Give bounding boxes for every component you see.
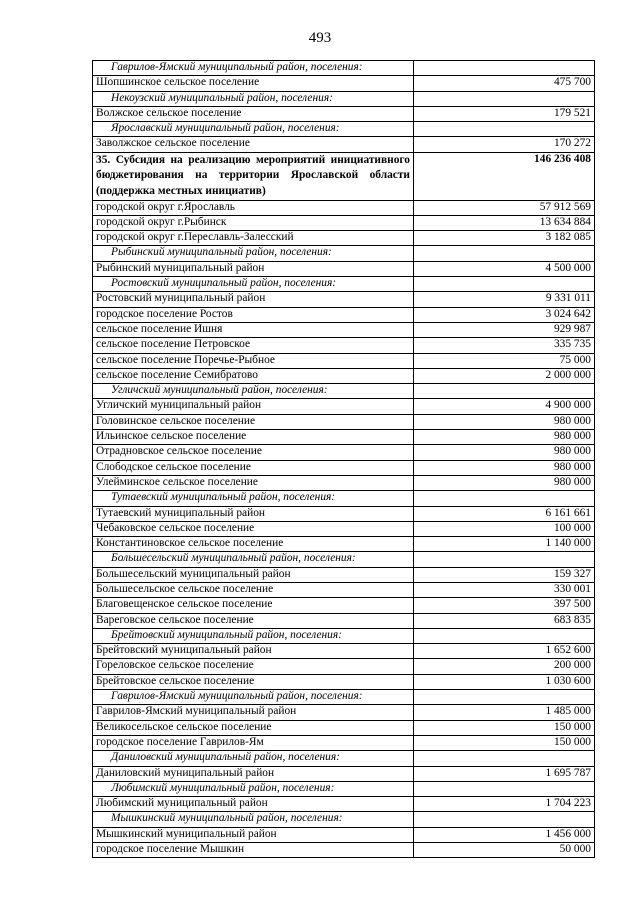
recipient-name: Даниловский муниципальный район xyxy=(93,766,414,781)
group-label: Тутаевский муниципальный район, поселения: xyxy=(93,491,414,506)
recipient-name: городское поселение Мышкин xyxy=(93,843,414,858)
table-row xyxy=(93,338,595,353)
recipient-name: Брейтовский муниципальный район xyxy=(93,644,414,659)
group-label: Ярославский муниципальный район, поселения: xyxy=(93,122,414,137)
amount-cell: 9 331 011 xyxy=(414,292,595,307)
amount-cell: 50 000 xyxy=(414,843,595,858)
amount-cell: 1 030 600 xyxy=(414,674,595,689)
amount-cell: 13 634 884 xyxy=(414,215,595,230)
amount-cell: 159 327 xyxy=(414,567,595,582)
section-total: 146 236 408 xyxy=(414,152,595,200)
amount-cell: 2 000 000 xyxy=(414,368,595,383)
amount-cell xyxy=(414,246,595,261)
table-row xyxy=(93,521,595,536)
recipient-name: Благовещенское сельское поселение xyxy=(93,598,414,613)
amount-cell: 1 704 223 xyxy=(414,797,595,812)
amount-cell xyxy=(414,628,595,643)
amount-cell: 1 652 600 xyxy=(414,644,595,659)
table-row xyxy=(93,215,595,230)
table-row xyxy=(93,292,595,307)
amount-cell: 75 000 xyxy=(414,353,595,368)
amount-cell: 4 900 000 xyxy=(414,399,595,414)
table-row xyxy=(93,76,595,91)
group-label: Брейтовский муниципальный район, поселения: xyxy=(93,628,414,643)
amount-cell: 1 485 000 xyxy=(414,705,595,720)
amount-cell: 980 000 xyxy=(414,445,595,460)
amount-cell xyxy=(414,61,595,76)
group-header-row xyxy=(93,552,595,567)
section-title: 35. Субсидия на реализацию мероприятий инициативного бюджетирования на территории Ярославской области (поддержка местных инициатив) xyxy=(93,152,414,200)
recipient-name: сельское поселение Ишня xyxy=(93,322,414,337)
recipient-name: Заволжское сельское поселение xyxy=(93,137,414,152)
amount-cell: 200 000 xyxy=(414,659,595,674)
amount-cell: 3 024 642 xyxy=(414,307,595,322)
recipient-name: Большесельский муниципальный район xyxy=(93,567,414,582)
group-header-row xyxy=(93,246,595,261)
table-row xyxy=(93,843,595,858)
amount-cell: 179 521 xyxy=(414,106,595,121)
recipient-name: Большесельское сельское поселение xyxy=(93,582,414,597)
group-header-row xyxy=(93,812,595,827)
amount-cell: 330 001 xyxy=(414,582,595,597)
table-row xyxy=(93,705,595,720)
recipient-name: Угличский муниципальный район xyxy=(93,399,414,414)
page-number: 493 xyxy=(308,30,332,46)
budget-table-body xyxy=(93,61,595,858)
table-row xyxy=(93,261,595,276)
table-row xyxy=(93,613,595,628)
recipient-name: городской округ г.Переславль-Залесский xyxy=(93,231,414,246)
amount-cell xyxy=(414,91,595,106)
amount-cell: 335 735 xyxy=(414,338,595,353)
group-header-row xyxy=(93,61,595,76)
recipient-name: Мышкинский муниципальный район xyxy=(93,827,414,842)
table-row xyxy=(93,659,595,674)
group-header-row xyxy=(93,628,595,643)
amount-cell: 980 000 xyxy=(414,414,595,429)
recipient-name: сельское поселение Петровское xyxy=(93,338,414,353)
table-row xyxy=(93,797,595,812)
recipient-name: Волжское сельское поселение xyxy=(93,106,414,121)
recipient-name: Великосельское сельское поселение xyxy=(93,720,414,735)
group-header-row xyxy=(93,277,595,292)
table-row xyxy=(93,106,595,121)
budget-table xyxy=(92,60,595,858)
recipient-name: Ростовский муниципальный район xyxy=(93,292,414,307)
amount-cell xyxy=(414,781,595,796)
recipient-name: городское поселение Ростов xyxy=(93,307,414,322)
amount-cell xyxy=(414,812,595,827)
table-row xyxy=(93,827,595,842)
table-row xyxy=(93,322,595,337)
group-label: Мышкинский муниципальный район, поселения: xyxy=(93,812,414,827)
recipient-name: Тутаевский муниципальный район xyxy=(93,506,414,521)
amount-cell: 3 182 085 xyxy=(414,231,595,246)
group-label: Любимский муниципальный район, поселения: xyxy=(93,781,414,796)
group-label: Угличский муниципальный район, поселения: xyxy=(93,384,414,399)
amount-cell xyxy=(414,751,595,766)
table-row xyxy=(93,137,595,152)
amount-cell xyxy=(414,122,595,137)
group-header-row xyxy=(93,91,595,106)
amount-cell: 980 000 xyxy=(414,475,595,490)
recipient-name: городской округ г.Ярославль xyxy=(93,200,414,215)
recipient-name: сельское поселение Поречье-Рыбное xyxy=(93,353,414,368)
recipient-name: Слободское сельское поселение xyxy=(93,460,414,475)
table-row xyxy=(93,368,595,383)
amount-cell: 100 000 xyxy=(414,521,595,536)
table-row xyxy=(93,537,595,552)
amount-cell xyxy=(414,491,595,506)
recipient-name: Вареговское сельское поселение xyxy=(93,613,414,628)
amount-cell: 1 695 787 xyxy=(414,766,595,781)
recipient-name: городское поселение Гаврилов-Ям xyxy=(93,735,414,750)
table-row xyxy=(93,475,595,490)
amount-cell: 1 456 000 xyxy=(414,827,595,842)
amount-cell xyxy=(414,690,595,705)
amount-cell: 397 500 xyxy=(414,598,595,613)
group-label: Гаврилов-Ямский муниципальный район, поселения: xyxy=(93,690,414,705)
table-row xyxy=(93,674,595,689)
group-header-row xyxy=(93,690,595,705)
table-row xyxy=(93,766,595,781)
amount-cell: 170 272 xyxy=(414,137,595,152)
group-header-row xyxy=(93,491,595,506)
recipient-name: Рыбинский муниципальный район xyxy=(93,261,414,276)
group-label: Ростовский муниципальный район, поселения: xyxy=(93,277,414,292)
table-row xyxy=(93,506,595,521)
recipient-name: Ильинское сельское поселение xyxy=(93,430,414,445)
recipient-name: Константиновское сельское поселение xyxy=(93,537,414,552)
amount-cell: 683 835 xyxy=(414,613,595,628)
table-row xyxy=(93,445,595,460)
amount-cell xyxy=(414,384,595,399)
group-header-row xyxy=(93,781,595,796)
recipient-name: Улейминское сельское поселение xyxy=(93,475,414,490)
recipient-name: сельское поселение Семибратово xyxy=(93,368,414,383)
group-label: Даниловский муниципальный район, поселения: xyxy=(93,751,414,766)
table-row xyxy=(93,399,595,414)
section-row xyxy=(93,152,595,200)
table-row xyxy=(93,644,595,659)
recipient-name: Шопшинское сельское поселение xyxy=(93,76,414,91)
amount-cell: 150 000 xyxy=(414,720,595,735)
group-header-row xyxy=(93,751,595,766)
recipient-name: Брейтовское сельское поселение xyxy=(93,674,414,689)
recipient-name: Гаврилов-Ямский муниципальный район xyxy=(93,705,414,720)
group-label: Некоузский муниципальный район, поселения: xyxy=(93,91,414,106)
amount-cell: 57 912 569 xyxy=(414,200,595,215)
amount-cell: 1 140 000 xyxy=(414,537,595,552)
amount-cell: 475 700 xyxy=(414,76,595,91)
table-row xyxy=(93,414,595,429)
amount-cell xyxy=(414,277,595,292)
group-header-row xyxy=(93,384,595,399)
table-row xyxy=(93,735,595,750)
amount-cell: 4 500 000 xyxy=(414,261,595,276)
amount-cell: 929 987 xyxy=(414,322,595,337)
recipient-name: Любимский муниципальный район xyxy=(93,797,414,812)
table-row xyxy=(93,430,595,445)
table-row xyxy=(93,353,595,368)
group-label: Рыбинский муниципальный район, поселения: xyxy=(93,246,414,261)
recipient-name: Чебаковское сельское поселение xyxy=(93,521,414,536)
amount-cell: 980 000 xyxy=(414,460,595,475)
recipient-name: городской округ г.Рыбинск xyxy=(93,215,414,230)
group-label: Большесельский муниципальный район, поселения: xyxy=(93,552,414,567)
table-row xyxy=(93,200,595,215)
group-header-row xyxy=(93,122,595,137)
amount-cell: 980 000 xyxy=(414,430,595,445)
table-row xyxy=(93,720,595,735)
amount-cell: 6 161 661 xyxy=(414,506,595,521)
table-row xyxy=(93,231,595,246)
amount-cell xyxy=(414,552,595,567)
group-label: Гаврилов-Ямский муниципальный район, поселения: xyxy=(93,61,414,76)
table-row xyxy=(93,307,595,322)
recipient-name: Отрадновское сельское поселение xyxy=(93,445,414,460)
recipient-name: Гореловское сельское поселение xyxy=(93,659,414,674)
table-row xyxy=(93,460,595,475)
table-row xyxy=(93,598,595,613)
recipient-name: Головинское сельское поселение xyxy=(93,414,414,429)
amount-cell: 150 000 xyxy=(414,735,595,750)
table-row xyxy=(93,567,595,582)
table-row xyxy=(93,582,595,597)
